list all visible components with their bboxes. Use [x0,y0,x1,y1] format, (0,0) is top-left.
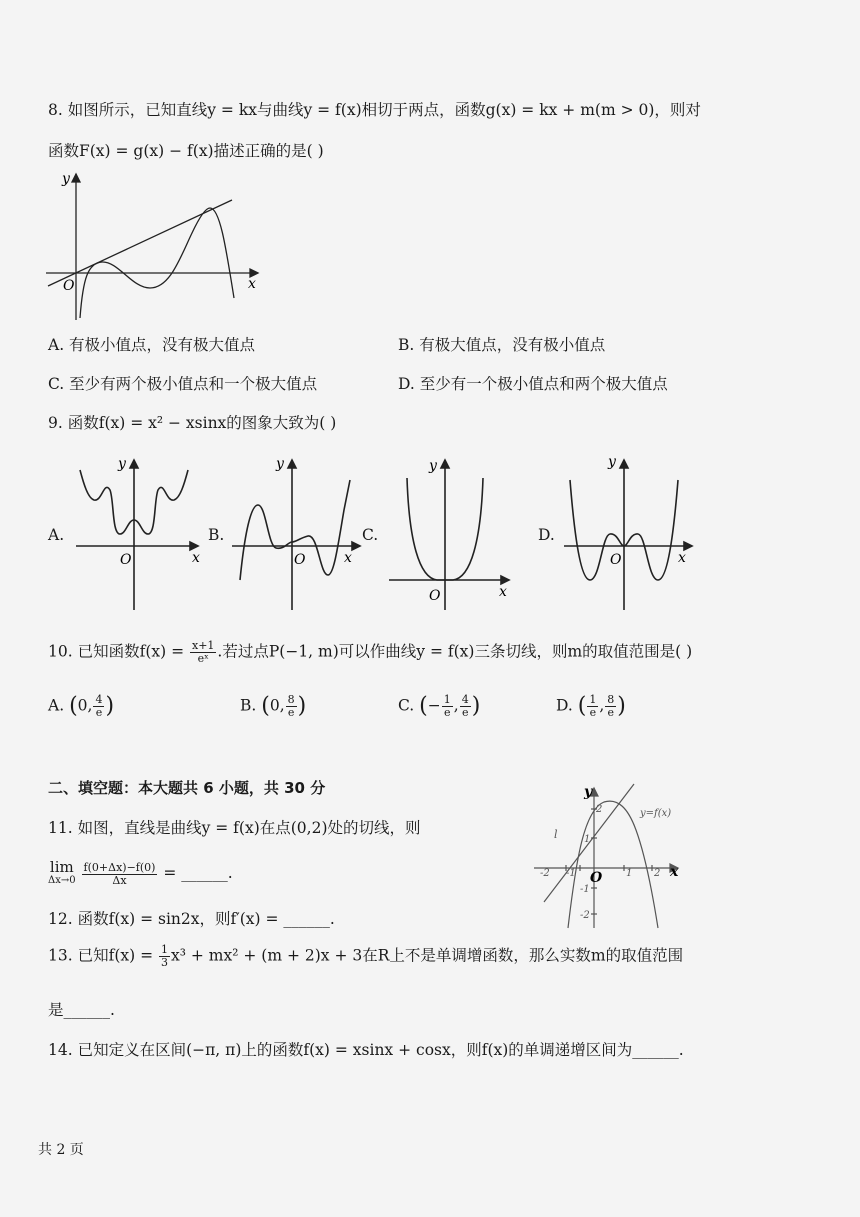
q9-option-b-label: B. [208,526,225,544]
q11-graph [528,780,688,930]
q11-frac-num: f(0+Δx)−f(0) [83,860,156,874]
q8-origin-label: O [63,278,75,294]
q11-tail: = ______. [158,864,233,882]
q9b-y: y [276,456,284,472]
q9a-y: y [118,456,126,472]
q11-tick-y-2: 2 [596,804,603,815]
q10b-num: 8 [287,693,295,706]
q8-option-d: D. 至少有一个极小值点和两个极大值点 [398,375,668,393]
q10b-a: 0, [269,696,285,715]
q10a-den: e [95,706,103,719]
q10d-b: , [599,696,605,715]
q9-option-c-label: C. [362,526,379,544]
q11-curve-label: y=f(x) [640,808,672,819]
q11-tick-x-neg2: -2 [540,868,550,879]
q11-tick-y-1: 1 [584,834,591,845]
q11-line-label: l [554,828,558,841]
q10c-frac2 [460,694,471,719]
q11-origin-label: O [590,870,603,886]
q9-graph-a [70,450,205,615]
section2-title: 二、填空题：本大题共 6 小题，共 30 分 [48,779,326,797]
q13-stem-b: x³ + mx² + (m + 2)x + 3在R上不是单调增函数，那么实数m的取值范围 [171,946,684,965]
q13-fraction [159,944,170,969]
q9-option-a-label: A. [48,526,65,544]
q10c-den2: e [461,706,469,719]
q13-frac-den: 3 [161,956,168,969]
q8-x-label: x [248,276,256,292]
q9-graph-b [228,450,368,615]
q9-graph-c [385,450,520,615]
q10d-num2: 8 [607,693,615,706]
q12-stem: 12. 函数f(x) = sin2x，则f′(x) = ______. [48,910,335,928]
q9d-y: y [608,454,616,470]
q10a-prefix: A. [48,696,70,715]
q9d-o: O [610,552,622,568]
q10d-den: e [589,706,597,719]
q10-frac-den: eˣ [197,652,209,665]
q9b-x: x [344,550,352,566]
q8-option-b: B. 有极大值点，没有极小值点 [398,336,606,354]
q10c-b: , [453,696,459,715]
q11-y-label: y [584,784,593,800]
q10-stem-b: .若过点P(−1, m)可以作曲线y = f(x)三条切线，则m的取值范围是( ) [217,642,693,661]
q8-stem-line1: 8. 如图所示，已知直线y = kx与曲线y = f(x)相切于两点，函数g(x) = kx + m(m > 0)，则对 [48,101,701,119]
q10d-num: 1 [589,693,597,706]
q11-tick-x-neg1: -1 [566,868,576,879]
q14-stem: 14. 已知定义在区间(−π, π)上的函数f(x) = xsinx + cosx，则f(x)的单调递增区间为______. [48,1041,684,1059]
q8-option-c: C. 至少有两个极小值点和一个极大值点 [48,375,318,393]
q10c-den: e [444,706,451,719]
q9-graph-d [560,450,700,615]
q13-stem-line2: 是______. [48,1001,115,1019]
q10b-frac [286,694,297,719]
q10c-num2: 4 [461,693,469,706]
q10-frac-num: x+1 [192,639,215,652]
q9c-x: x [499,584,507,600]
q10b-prefix: B. [240,696,262,715]
q11-lim [48,860,76,888]
q13-stem-line1 [48,944,683,969]
q11-fraction [82,862,158,887]
q11-stem: 11. 如图，直线是曲线y = f(x)在点(0,2)处的切线，则 [48,819,421,837]
q11-lim-sub: Δx→0 [48,875,76,886]
q10a-num: 4 [95,693,103,706]
q10a-a: 0, [77,696,93,715]
q10-option-b: B. (0, $\frac{8}{e}$ ) [240,693,307,719]
q11-tick-x-2: 2 [654,868,661,879]
q11-lim-word: lim [49,858,74,876]
q11-tick-y-neg1: -1 [580,884,590,895]
q10c-frac1 [442,694,453,719]
q11-x-label: x [670,864,679,880]
q9-stem: 9. 函数f(x) = x² − xsinx的图象大致为( ) [48,414,337,432]
q10b-den: e [287,706,295,719]
q9d-x: x [678,550,686,566]
q10a-frac [93,694,104,719]
q8-y-label: y [62,171,70,187]
q8-graph [40,168,270,328]
q11-frac-den: Δx [112,873,127,887]
q13-stem-a: 13. 已知f(x) = [48,946,158,965]
q8-stem-line2: 函数F(x) = g(x) − f(x)描述正确的是( ) [48,142,324,160]
q10d-frac2 [605,694,616,719]
q10-option-d: D. ( $\frac{1}{e}$ , $\frac{8}{e}$ ) [556,693,626,719]
q9a-o: O [120,552,132,568]
q9-option-d-label: D. [538,526,555,544]
q10c-prefix: C. [398,696,420,715]
q9a-x: x [192,550,200,566]
q10-option-a: A. (0, $\frac{4}{e}$ ) [48,693,115,719]
q11-tick-x-1: 1 [626,868,633,879]
q9c-o: O [429,588,441,604]
q10d-den2: e [607,706,615,719]
q11-tick-y-neg2: -2 [580,910,590,921]
q9b-o: O [294,552,306,568]
q8-option-a: A. 有极小值点，没有极大值点 [48,336,256,354]
q10c-num: 1 [443,693,451,706]
q10-stem [48,640,692,665]
q10c-a: − [427,696,441,715]
page-count-footer: 共 2 页 [38,1142,84,1158]
q10d-prefix: D. [556,696,578,715]
q10-option-c: C. (− $\frac{1}{e}$ , $\frac{4}{e}$ ) [398,693,481,719]
q10-stem-a: 10. 已知函数f(x) = [48,642,189,661]
q11-limit-expr [48,860,233,892]
q9c-y: y [429,458,437,474]
q10-fraction [190,640,216,665]
q10d-frac1 [587,694,598,719]
q13-frac-num: 1 [161,943,168,956]
